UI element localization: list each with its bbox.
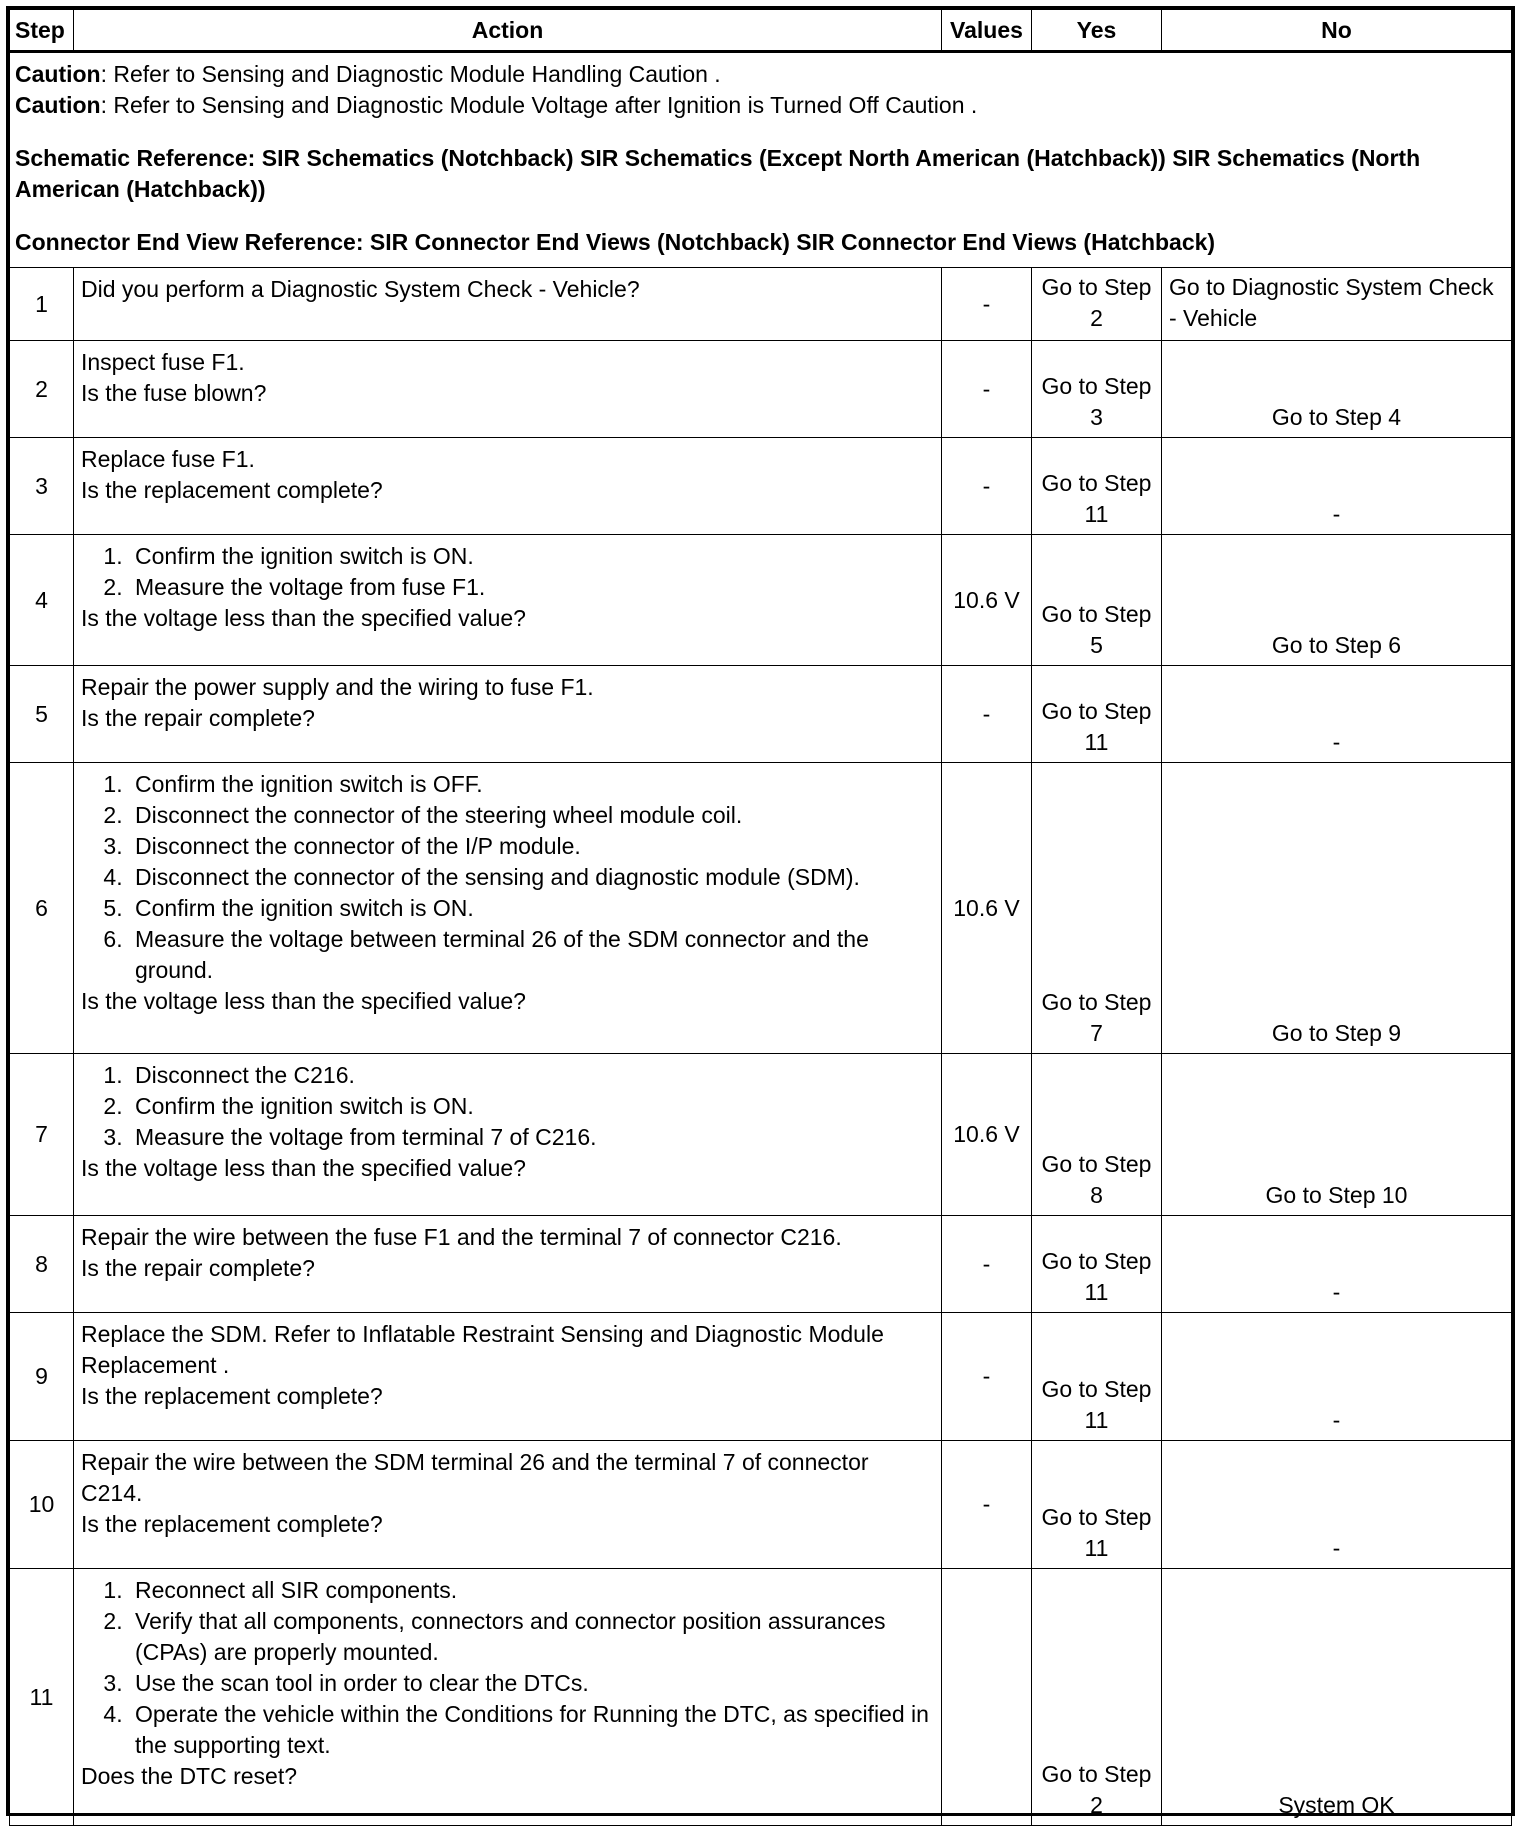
action-list xyxy=(81,1575,934,1761)
table-row xyxy=(10,666,1512,763)
step-action xyxy=(74,1441,942,1569)
step-no: - xyxy=(1162,1313,1512,1441)
step-number: 8 xyxy=(10,1216,74,1313)
step-action xyxy=(74,535,942,666)
caution-2-text: : Refer to Sensing and Diagnostic Module Voltage after Ignition is Turned Off Caution . xyxy=(100,92,978,118)
action-question: Does the DTC reset? xyxy=(81,1763,298,1789)
table-row xyxy=(10,1216,1512,1313)
step-yes: Go to Step 5 xyxy=(1032,535,1162,666)
step-action xyxy=(74,1054,942,1216)
step-action xyxy=(74,763,942,1054)
step-number: 2 xyxy=(10,341,74,438)
table-row xyxy=(10,268,1512,341)
action-text: Inspect fuse F1. xyxy=(81,349,245,375)
notes-cell xyxy=(10,52,1512,268)
notes-row xyxy=(10,52,1512,268)
action-question: Is the voltage less than the specified value? xyxy=(81,605,526,631)
step-action xyxy=(74,1216,942,1313)
step-number: 11 xyxy=(10,1569,74,1826)
step-value: 10.6 V xyxy=(942,763,1032,1054)
action-text: Repair the wire between the SDM terminal 26 and the terminal 7 of connector C214. xyxy=(81,1449,869,1506)
step-no: Go to Diagnostic System Check - Vehicle xyxy=(1162,268,1512,341)
step-number: 1 xyxy=(10,268,74,341)
step-number: 7 xyxy=(10,1054,74,1216)
list-item: 2. Disconnect the connector of the steering wheel module coil. xyxy=(129,800,934,831)
step-number: 3 xyxy=(10,438,74,535)
action-text: Repair the wire between the fuse F1 and the terminal 7 of connector C216. xyxy=(81,1224,842,1250)
header-step: Step xyxy=(10,10,74,52)
caution-1-label: Caution xyxy=(15,61,101,87)
action-list xyxy=(81,541,934,603)
table-row xyxy=(10,535,1512,666)
step-value: - xyxy=(942,268,1032,341)
action-question: Is the replacement complete? xyxy=(81,1511,383,1537)
list-item: 3. Use the scan tool in order to clear the DTCs. xyxy=(129,1668,934,1699)
connector-reference: Connector End View Reference: SIR Connector End Views (Notchback) SIR Connector End Views (Hatchback) xyxy=(15,229,1216,255)
action-question: Is the replacement complete? xyxy=(81,477,383,503)
table-row xyxy=(10,1054,1512,1216)
table-row xyxy=(10,763,1512,1054)
list-item: 1. Confirm the ignition switch is ON. xyxy=(129,541,934,572)
list-item: 1. Confirm the ignition switch is OFF. xyxy=(129,769,934,800)
step-action xyxy=(74,1569,942,1826)
step-yes: Go to Step 11 xyxy=(1032,438,1162,535)
action-text: Repair the power supply and the wiring to fuse F1. xyxy=(81,674,594,700)
list-item: 5. Confirm the ignition switch is ON. xyxy=(129,893,934,924)
step-value: - xyxy=(942,1216,1032,1313)
list-item: 1. Disconnect the C216. xyxy=(129,1060,934,1091)
step-action xyxy=(74,1313,942,1441)
header-no: No xyxy=(1162,10,1512,52)
step-number: 9 xyxy=(10,1313,74,1441)
step-no: Go to Step 6 xyxy=(1162,535,1512,666)
step-no: Go to Step 4 xyxy=(1162,341,1512,438)
step-value: - xyxy=(942,1441,1032,1569)
step-yes: Go to Step 11 xyxy=(1032,1313,1162,1441)
step-value: - xyxy=(942,438,1032,535)
step-no: - xyxy=(1162,1441,1512,1569)
step-no: Go to Step 9 xyxy=(1162,763,1512,1054)
step-value: 10.6 V xyxy=(942,535,1032,666)
step-number: 6 xyxy=(10,763,74,1054)
step-action xyxy=(74,268,942,341)
step-yes: Go to Step 2 xyxy=(1032,268,1162,341)
action-question: Is the voltage less than the specified value? xyxy=(81,988,526,1014)
action-list xyxy=(81,1060,934,1153)
action-text: Replace the SDM. Refer to Inflatable Restraint Sensing and Diagnostic Module Replacement . xyxy=(81,1321,884,1378)
step-no: - xyxy=(1162,1216,1512,1313)
action-list xyxy=(81,769,934,986)
step-number: 5 xyxy=(10,666,74,763)
step-number: 10 xyxy=(10,1441,74,1569)
action-question: Is the repair complete? xyxy=(81,705,315,731)
header-values: Values xyxy=(942,10,1032,52)
list-item: 2. Measure the voltage from fuse F1. xyxy=(129,572,934,603)
list-item: 2. Verify that all components, connectors and connector position assurances (CPAs) are properly mounted. xyxy=(129,1606,934,1668)
step-value xyxy=(942,1569,1032,1826)
list-item: 4. Operate the vehicle within the Conditions for Running the DTC, as specified in the supporting text. xyxy=(129,1699,934,1761)
step-yes: Go to Step 2 xyxy=(1032,1569,1162,1826)
action-text: Replace fuse F1. xyxy=(81,446,255,472)
step-action xyxy=(74,666,942,763)
step-action xyxy=(74,438,942,535)
step-no: Go to Step 10 xyxy=(1162,1054,1512,1216)
caution-1 xyxy=(15,59,1506,90)
list-item: 4. Disconnect the connector of the sensing and diagnostic module (SDM). xyxy=(129,862,934,893)
list-item: 1. Reconnect all SIR components. xyxy=(129,1575,934,1606)
step-action xyxy=(74,341,942,438)
action-question: Is the repair complete? xyxy=(81,1255,315,1281)
diagnostic-table-document xyxy=(6,6,1515,1816)
step-yes: Go to Step 3 xyxy=(1032,341,1162,438)
caution-1-text: : Refer to Sensing and Diagnostic Module Handling Caution . xyxy=(100,61,721,87)
step-value: 10.6 V xyxy=(942,1054,1032,1216)
step-yes: Go to Step 8 xyxy=(1032,1054,1162,1216)
step-no: System OK xyxy=(1162,1569,1512,1826)
step-value: - xyxy=(942,1313,1032,1441)
step-no: - xyxy=(1162,438,1512,535)
header-action: Action xyxy=(74,10,942,52)
caution-2-label: Caution xyxy=(15,92,101,118)
table-row xyxy=(10,438,1512,535)
step-no: - xyxy=(1162,666,1512,763)
header-row xyxy=(10,10,1512,52)
list-item: 3. Measure the voltage from terminal 7 of C216. xyxy=(129,1122,934,1153)
step-value: - xyxy=(942,666,1032,763)
schematic-reference: Schematic Reference: SIR Schematics (Notchback) SIR Schematics (Except North American (Hatchback)) SIR Schematics (North American (Hatchback)) xyxy=(15,145,1421,202)
step-value: - xyxy=(942,341,1032,438)
step-yes: Go to Step 7 xyxy=(1032,763,1162,1054)
table-row xyxy=(10,1313,1512,1441)
action-question: Is the voltage less than the specified value? xyxy=(81,1155,526,1181)
action-question: Is the fuse blown? xyxy=(81,380,267,406)
step-yes: Go to Step 11 xyxy=(1032,1441,1162,1569)
step-yes: Go to Step 11 xyxy=(1032,1216,1162,1313)
action-question: Is the replacement complete? xyxy=(81,1383,383,1409)
action-text: Did you perform a Diagnostic System Check - Vehicle? xyxy=(81,276,640,302)
list-item: 6. Measure the voltage between terminal 26 of the SDM connector and the ground. xyxy=(129,924,934,986)
table-row xyxy=(10,1569,1512,1826)
diagnostic-table xyxy=(9,9,1512,1826)
table-row xyxy=(10,341,1512,438)
list-item: 2. Confirm the ignition switch is ON. xyxy=(129,1091,934,1122)
table-row xyxy=(10,1441,1512,1569)
step-yes: Go to Step 11 xyxy=(1032,666,1162,763)
header-yes: Yes xyxy=(1032,10,1162,52)
step-number: 4 xyxy=(10,535,74,666)
list-item: 3. Disconnect the connector of the I/P module. xyxy=(129,831,934,862)
caution-2 xyxy=(15,90,1506,121)
